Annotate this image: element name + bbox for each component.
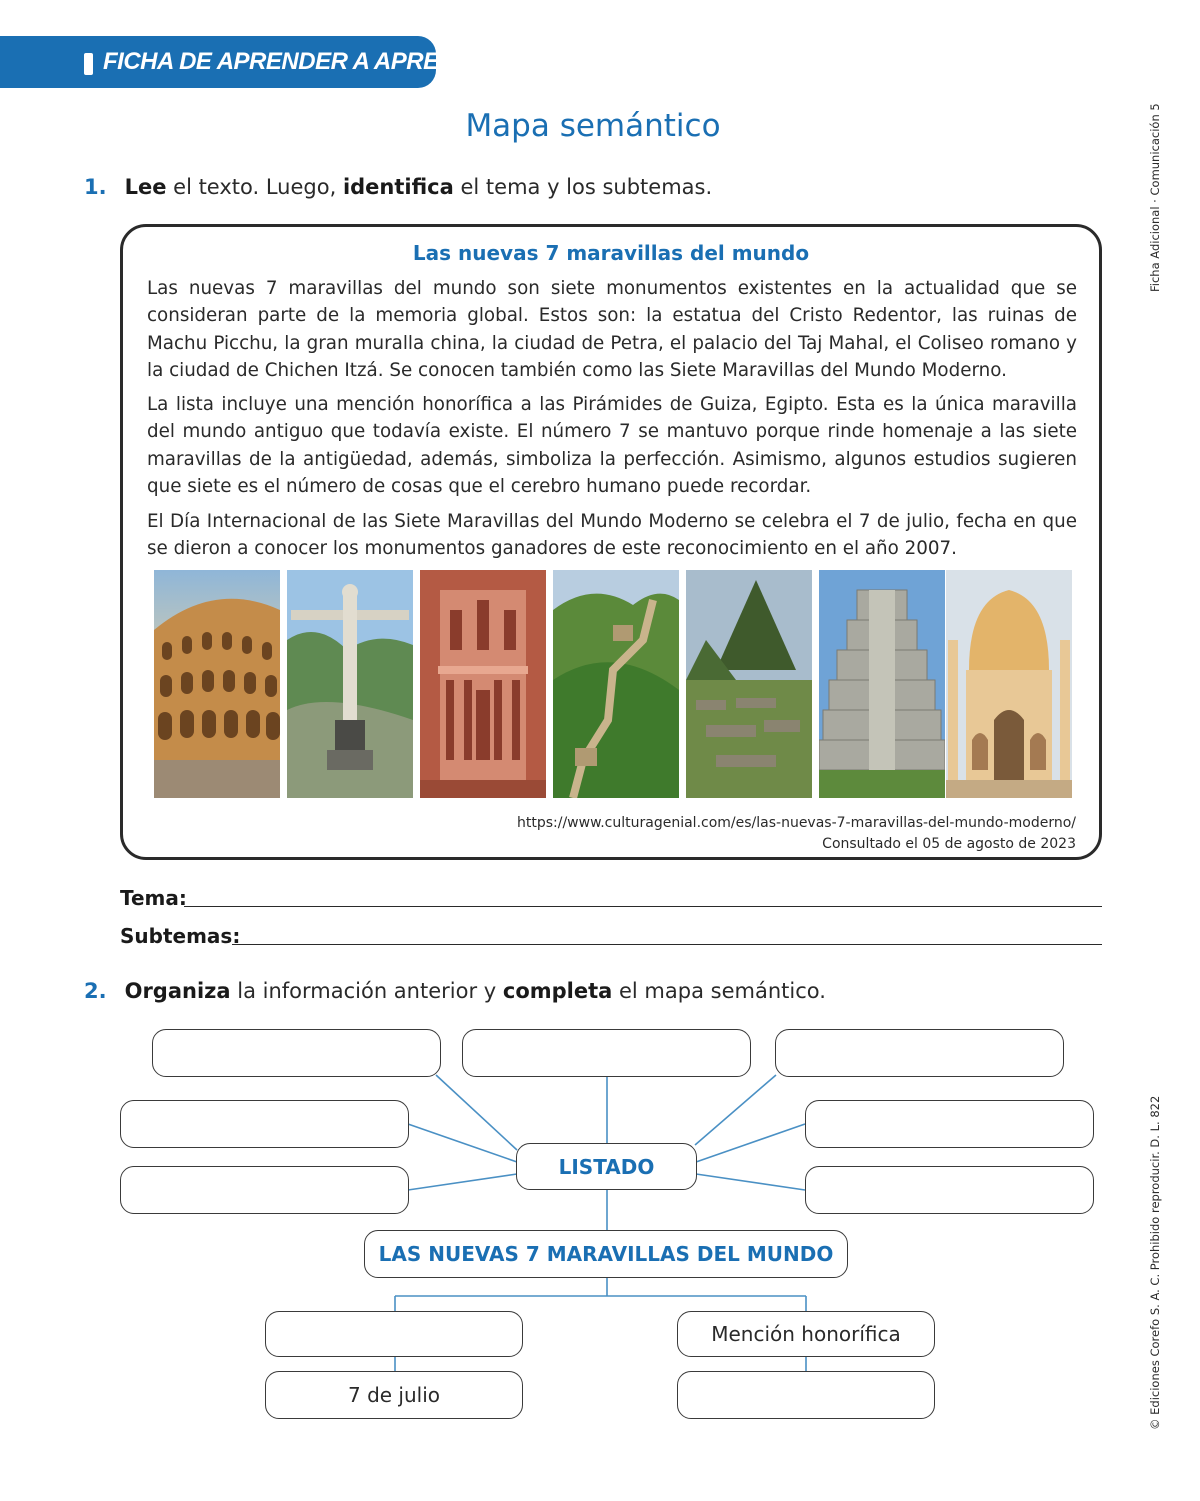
map-box-empty[interactable] [152,1029,441,1077]
reading-title: Las nuevas 7 maravillas del mundo [412,241,810,265]
machu-picchu-photo [686,570,812,798]
source-url: https://www.culturagenial.com/es/las-nuevas-7-maravillas-del-mundo-moderno/ [516,815,1076,831]
colosseum-photo [154,570,280,798]
side-text-copyright: © Ediciones Corefo S. A. C. Prohibido reproducir. D. L. 822 [1148,1095,1162,1430]
task-verb: identifica [342,175,454,199]
subtemas-line[interactable] [232,944,1102,945]
chichen-itza-photo [819,570,945,798]
task-verb: completa [502,979,613,1003]
task-verb: Organiza [124,979,231,1003]
bar-icon [84,53,93,75]
page-title: Mapa semántico [465,108,721,144]
task-text: el mapa semántico. [612,979,826,1003]
header-label: FICHA DE APRENDER A APRENDER [103,48,505,75]
taj-mahal-photo [946,570,1072,798]
paragraph: La lista incluye una mención honorífica a las Pirámides de Guiza, Egipto. Esta es la única maravilla del mundo antiguo que todavía existe. El número 7 se mantuvo porque rinde homenaje a las siete maravillas de la antigüedad, además, simboliza la perfección. Asimismo, algunos estudios sugieren que siete es el número de cosas que el cerebro humano puede recordar. [147,394,1077,498]
photo-strip [154,570,1072,798]
map-box-empty[interactable] [120,1100,409,1148]
map-box-empty[interactable] [805,1166,1094,1214]
map-box-listado: LISTADO [516,1143,697,1190]
task-text: la información anterior y [230,979,503,1003]
map-box-empty[interactable] [265,1311,523,1357]
tema-line[interactable] [184,906,1102,907]
task-2-instruction [84,979,826,1003]
map-box-empty[interactable] [775,1029,1064,1077]
map-box-empty[interactable] [462,1029,751,1077]
map-box-date: 7 de julio [265,1371,523,1419]
tema-label: Tema: [120,886,187,910]
task-number: 2. [84,979,107,1003]
task-verb: Lee [124,175,167,199]
petra-photo [420,570,546,798]
christ-redeemer-photo [287,570,413,798]
subtemas-label: Subtemas: [120,924,241,948]
paragraph: Las nuevas 7 maravillas del mundo son siete monumentos existentes en la actualidad que se consideran parte de la memoria global. Estos son: la estatua del Cristo Redentor, las ruinas de Machu Picchu, la gran muralla china, la ciudad de Petra, el palacio del Taj Mahal, el Coliseo romano y la ciudad de Chichen Itzá. Se conocen también como las Siete Maravillas del Mundo Moderno. [147,278,1077,382]
source-date: Consultado el 05 de agosto de 2023 [822,836,1076,852]
task-text: el tema y los subtemas. [453,175,713,199]
map-box-empty[interactable] [677,1371,935,1419]
map-box-empty[interactable] [120,1166,409,1214]
task-number: 1. [84,175,107,199]
map-box-honor: Mención honorífica [677,1311,935,1357]
side-text-top: Ficha Adicional · Comunicación 5 [1148,103,1162,292]
task-text: el texto. Luego, [166,175,343,199]
map-box-main-topic: LAS NUEVAS 7 MARAVILLAS DEL MUNDO [364,1230,848,1278]
great-wall-photo [553,570,679,798]
task-1-instruction [84,175,712,199]
paragraph: El Día Internacional de las Siete Maravillas del Mundo Moderno se celebra el 7 de julio, fecha en que se dieron a conocer los monumentos ganadores de este reconocimiento en el año 2007. [147,511,1077,560]
map-box-empty[interactable] [805,1100,1094,1148]
